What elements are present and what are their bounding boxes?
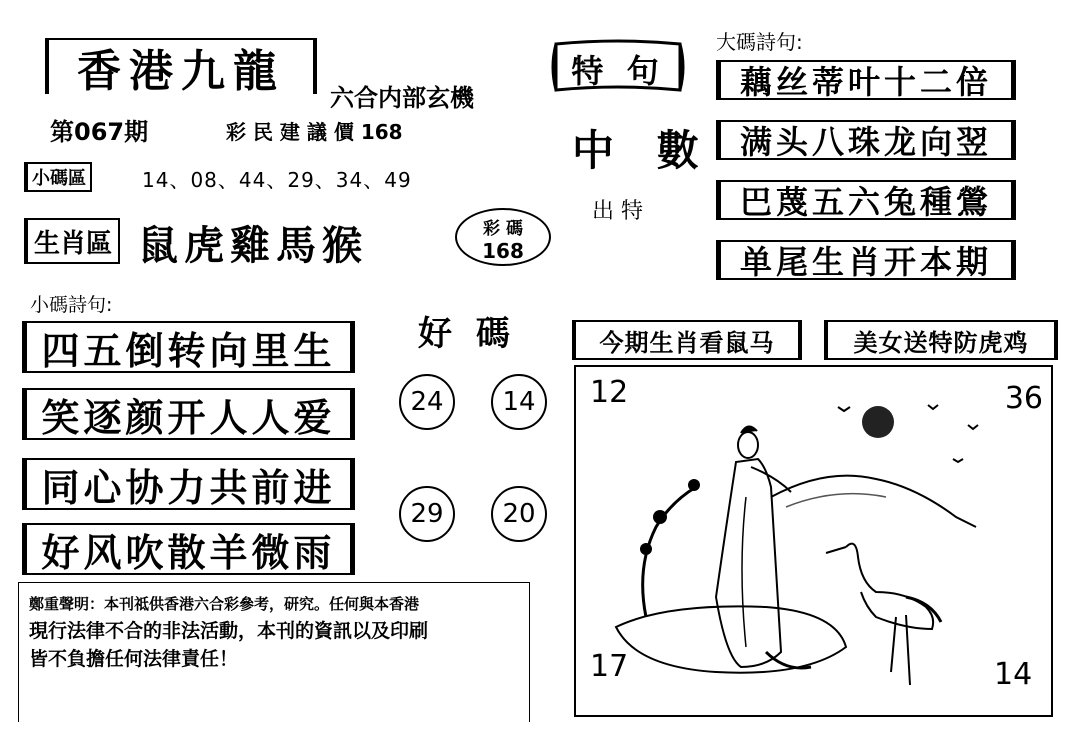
picture-number-bottom-right: 14 (994, 657, 1033, 692)
issue-number: 第067期 (50, 118, 149, 146)
small-code-row (24, 160, 444, 192)
small-poem-label: 小碼詩句: (30, 294, 113, 316)
disclaimer-box (18, 582, 530, 722)
zodiac-animals: 鼠虎雞馬猴 (138, 223, 368, 269)
zodiac-label (24, 218, 120, 264)
picture-number-top-left: 12 (590, 375, 629, 410)
caima-line2: 168 (482, 239, 524, 263)
disclaimer-line-2: 現行法律不合的非法活動，本刊的資訊以及印刷 (29, 620, 429, 642)
teju-main: 中 數 (572, 126, 713, 175)
haoma-number-1: 24 (399, 374, 455, 430)
picture-number-top-right: 36 (1004, 381, 1043, 416)
caima-line1: 彩 碼 (483, 219, 523, 239)
picture-frame (574, 365, 1053, 717)
page-title: 香港九龍 (77, 46, 285, 97)
slogan-2: 美女送特防虎鸡 (824, 320, 1058, 360)
big-poem-line-4: 单尾生肖开本期 (716, 240, 1016, 280)
small-poem-line-3: 同心协力共前进 (22, 458, 355, 510)
teju-sub: 出 特 (592, 199, 643, 224)
haoma-label: 好 碼 (418, 314, 516, 354)
teju-scroll (548, 38, 688, 96)
small-poem-line-2: 笑逐颜开人人爱 (22, 388, 355, 440)
small-poem-line-4: 好风吹散羊微雨 (22, 523, 355, 575)
price-text: 彩 民 建 議 價 168 (226, 120, 403, 144)
zodiac-label-text: 生肖區 (33, 228, 112, 259)
teju-label: 特 句 (571, 52, 665, 90)
title-box (45, 38, 317, 97)
caima-badge (455, 208, 551, 266)
subtitle: 六合内部玄機 (330, 84, 474, 112)
big-poem-line-3: 巴蔑五六兔種鶯 (716, 180, 1016, 220)
big-poem-line-2: 满头八珠龙向翌 (716, 120, 1016, 160)
haoma-number-3: 29 (399, 486, 455, 542)
small-code-numbers: 14、08、44、29、34、49 (142, 168, 412, 192)
small-code-label: 小碼區 (24, 162, 92, 192)
slogan-1: 今期生肖看鼠马 (572, 320, 802, 360)
haoma-number-2: 14 (491, 374, 547, 430)
big-poem-label: 大碼詩句: (716, 30, 803, 54)
big-poem-line-1: 藕丝蒂叶十二倍 (716, 60, 1016, 100)
small-poem-line-1: 四五倒转向里生 (22, 321, 355, 373)
disclaimer-line-1: 鄭重聲明：本刊祗供香港六合彩參考，研究。任何與本香港 (29, 595, 420, 613)
picture-number-bottom-left: 17 (590, 649, 629, 684)
disclaimer-line-3: 皆不負擔任何法律責任！ (29, 648, 239, 670)
scene-illustration (576, 367, 1051, 715)
haoma-number-4: 20 (491, 486, 547, 542)
